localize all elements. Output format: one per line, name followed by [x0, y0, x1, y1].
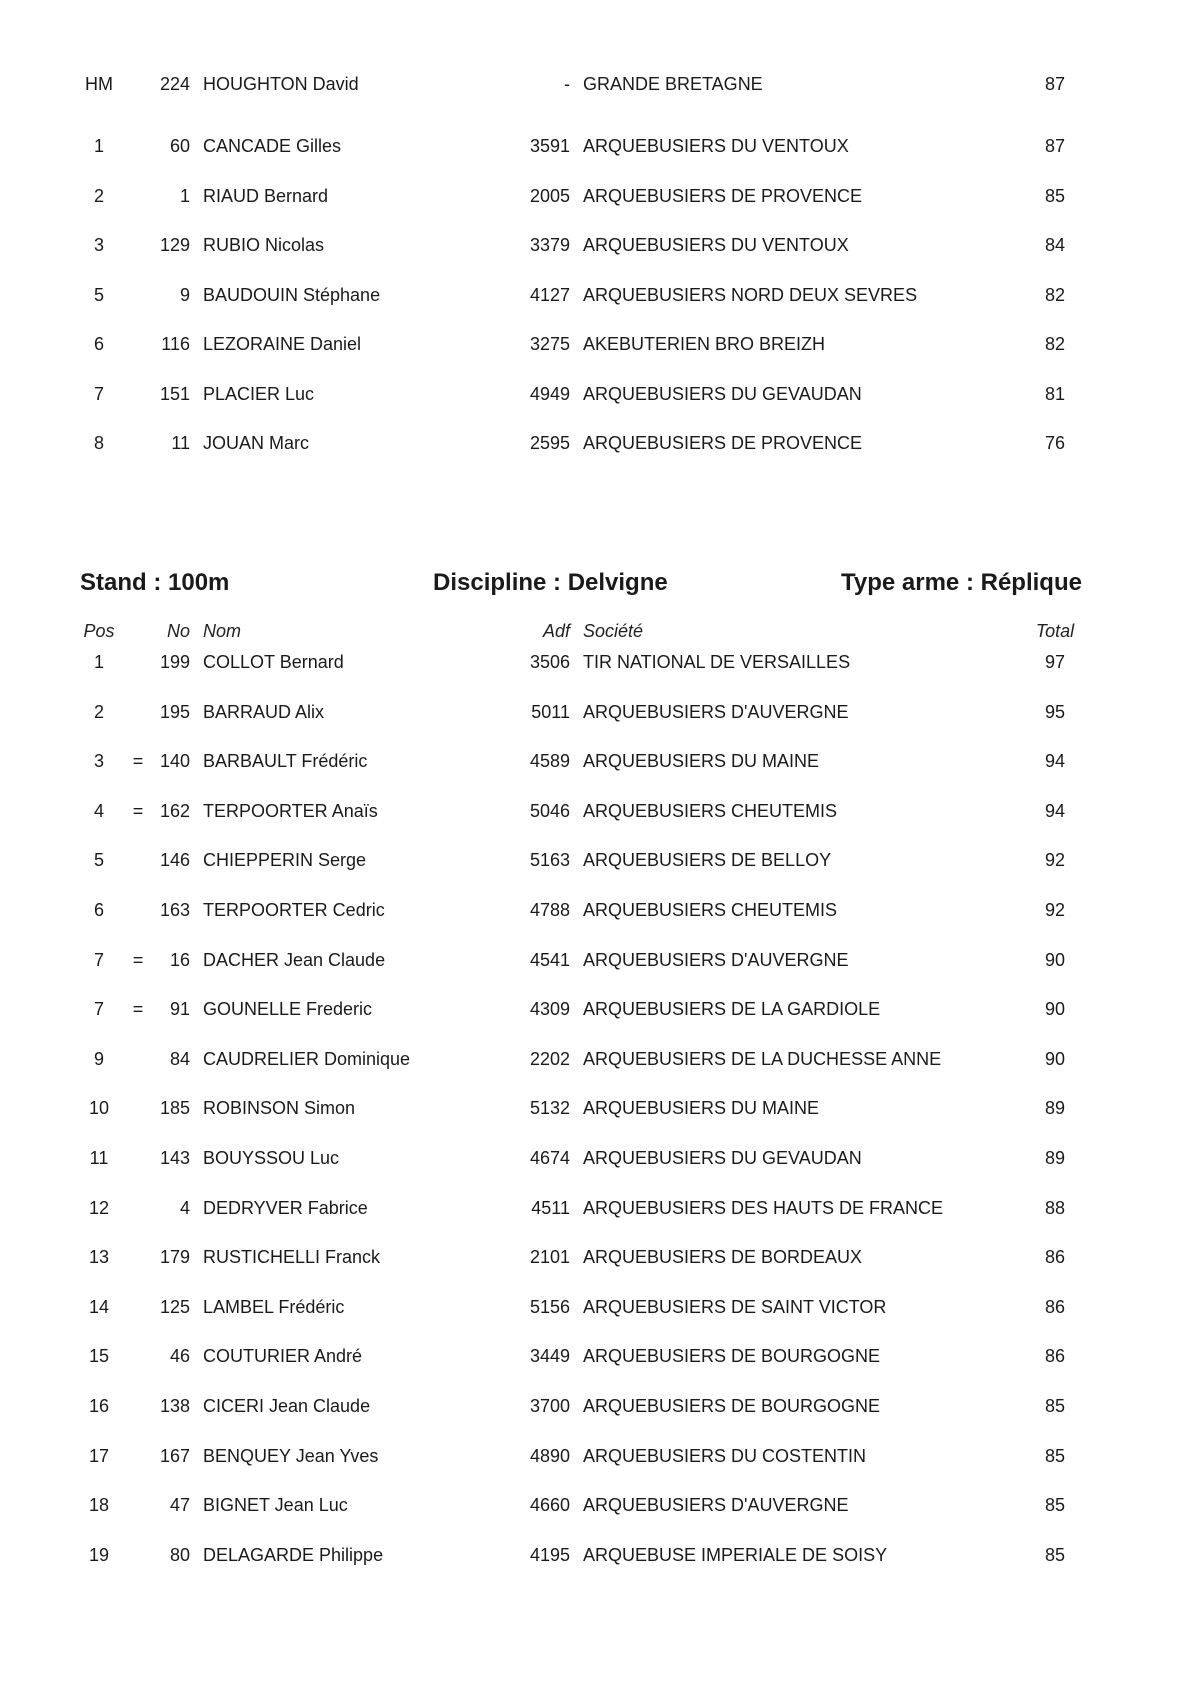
total-score: 85	[1044, 186, 1066, 206]
result-position: 6	[93, 900, 104, 920]
competitor-name: BENQUEY Jean Yves	[203, 1445, 379, 1466]
result-position: 5	[93, 285, 104, 305]
competitor-name: LEZORAINE Daniel	[203, 334, 362, 354]
table-row	[0, 329, 1190, 359]
table-row	[0, 1490, 1190, 1520]
competitor-number: 46	[169, 1346, 190, 1367]
table-row	[0, 1093, 1190, 1123]
club-name: ARQUEBUSIERS DU MAINE	[583, 751, 820, 772]
competitor-name: BARRAUD Alix	[203, 701, 325, 722]
club-name: ARQUEBUSIERS DE BOURGOGNE	[583, 1396, 881, 1416]
column-header-no: No	[166, 621, 190, 641]
table-row	[0, 1391, 1190, 1421]
total-score: 94	[1044, 800, 1066, 821]
section-header	[0, 563, 1190, 603]
total-score: 76	[1044, 433, 1066, 453]
club-name: ARQUEBUSE IMPERIALE DE SOISY	[583, 1544, 888, 1565]
adf-number: 5011	[531, 701, 570, 722]
table-row	[0, 1044, 1190, 1074]
competitor-name: CICERI Jean Claude	[203, 1396, 371, 1416]
total-score: 85	[1044, 1495, 1066, 1516]
result-position: 3	[93, 751, 104, 772]
adf-number: 4589	[529, 751, 570, 772]
discipline-title: Discipline : Delvigne	[433, 569, 668, 596]
club-name: ARQUEBUSIERS DU VENTOUX	[583, 235, 849, 255]
total-score: 90	[1044, 949, 1066, 970]
adf-number: 4541	[529, 949, 570, 970]
result-position: 14	[88, 1296, 110, 1317]
table-row	[0, 1242, 1190, 1272]
competitor-name: JOUAN Marc	[203, 433, 310, 453]
table-row	[0, 280, 1190, 310]
total-score: 86	[1044, 1346, 1066, 1367]
competitor-name: HOUGHTON David	[203, 74, 359, 94]
adf-number: 4195	[529, 1544, 570, 1565]
adf-number: 3591	[529, 136, 570, 156]
adf-number: 3506	[529, 652, 570, 672]
result-position: 11	[89, 1148, 109, 1168]
club-name: ARQUEBUSIERS DES HAUTS DE FRANCE	[583, 1197, 944, 1218]
competitor-name: LAMBEL Frédéric	[203, 1296, 345, 1317]
competitor-name: DELAGARDE Philippe	[203, 1544, 384, 1565]
total-score: 88	[1044, 1197, 1066, 1218]
competitor-number: 179	[159, 1247, 190, 1268]
club-name: ARQUEBUSIERS DU GEVAUDAN	[583, 384, 862, 404]
table-row	[0, 379, 1190, 409]
adf-number: 2202	[529, 1048, 570, 1069]
competitor-name: BARBAULT Frédéric	[203, 751, 368, 772]
tie-marker: =	[132, 751, 144, 772]
adf-number: 4127	[529, 285, 570, 305]
table-row	[0, 746, 1190, 776]
competitor-name: DACHER Jean Claude	[203, 949, 386, 970]
competitor-number: 185	[159, 1098, 190, 1119]
total-score: 86	[1044, 1247, 1066, 1268]
total-score: 82	[1044, 285, 1066, 305]
column-header-nom: Nom	[203, 621, 242, 641]
competitor-number: 116	[161, 334, 190, 354]
column-header-row	[0, 616, 1190, 646]
competitor-number: 138	[159, 1396, 190, 1416]
tie-marker: =	[132, 949, 144, 970]
result-position: 8	[93, 433, 104, 453]
column-header-societe: Société	[583, 621, 644, 641]
total-score: 90	[1044, 999, 1066, 1020]
club-name: ARQUEBUSIERS DU GEVAUDAN	[583, 1148, 862, 1168]
competitor-number: 47	[169, 1495, 190, 1516]
result-position: 16	[88, 1396, 110, 1416]
table-row	[0, 796, 1190, 826]
competitor-name: CANCADE Gilles	[203, 136, 342, 156]
competitor-name: CHIEPPERIN Serge	[203, 850, 367, 871]
result-position: 1	[93, 136, 104, 156]
result-position: 7	[93, 949, 104, 970]
competitor-number: 224	[159, 74, 190, 94]
total-score: 86	[1044, 1296, 1066, 1317]
total-score: 82	[1044, 334, 1066, 354]
table-row	[0, 181, 1190, 211]
result-position: 10	[88, 1098, 110, 1119]
club-name: ARQUEBUSIERS D'AUVERGNE	[583, 949, 849, 970]
competitor-number: 9	[179, 285, 190, 305]
club-name: GRANDE BRETAGNE	[583, 74, 763, 94]
table-row	[0, 697, 1190, 727]
competitor-name: ROBINSON Simon	[203, 1098, 356, 1119]
club-name: ARQUEBUSIERS DE BOURGOGNE	[583, 1346, 881, 1367]
club-name: ARQUEBUSIERS DE LA GARDIOLE	[583, 999, 881, 1020]
competitor-name: GOUNELLE Frederic	[203, 999, 373, 1020]
total-score: 90	[1044, 1048, 1066, 1069]
competitor-name: PLACIER Luc	[203, 384, 315, 404]
total-score: 85	[1044, 1445, 1066, 1466]
adf-number: 3449	[529, 1346, 570, 1367]
competitor-number: 11	[171, 433, 190, 453]
adf-number: 5046	[529, 800, 570, 821]
table-row	[0, 994, 1190, 1024]
club-name: TIR NATIONAL DE VERSAILLES	[583, 652, 851, 672]
competitor-name: COLLOT Bernard	[203, 652, 344, 672]
club-name: ARQUEBUSIERS DE LA DUCHESSE ANNE	[583, 1048, 942, 1069]
club-name: ARQUEBUSIERS DE PROVENCE	[583, 186, 863, 206]
competitor-number: 151	[159, 384, 190, 404]
adf-number: 5132	[529, 1098, 570, 1119]
weapon-type-title: Type arme : Réplique	[841, 569, 1082, 596]
competitor-number: 129	[159, 235, 190, 255]
club-name: ARQUEBUSIERS DU VENTOUX	[583, 136, 849, 156]
competitor-number: 16	[169, 949, 190, 970]
club-name: ARQUEBUSIERS DE BELLOY	[583, 850, 832, 871]
total-score: 84	[1044, 235, 1066, 255]
club-name: ARQUEBUSIERS CHEUTEMIS	[583, 800, 838, 821]
tie-marker: =	[132, 800, 144, 821]
competitor-name: TERPOORTER Anaïs	[203, 800, 378, 821]
competitor-number: 146	[159, 850, 190, 871]
result-position: 13	[88, 1247, 110, 1268]
column-header-pos: Pos	[83, 621, 115, 641]
club-name: ARQUEBUSIERS DU MAINE	[583, 1098, 820, 1119]
club-name: ARQUEBUSIERS CHEUTEMIS	[583, 900, 838, 920]
total-score: 81	[1044, 384, 1066, 404]
result-position: 15	[88, 1346, 110, 1367]
result-position: 18	[88, 1495, 110, 1516]
stand-title: Stand : 100m	[80, 569, 230, 596]
result-position: 4	[93, 800, 104, 821]
table-row	[0, 1193, 1190, 1223]
adf-number: 4674	[529, 1148, 570, 1168]
result-position: 3	[93, 235, 104, 255]
adf-number: 4660	[529, 1495, 570, 1516]
club-name: ARQUEBUSIERS D'AUVERGNE	[583, 1495, 849, 1516]
table-row	[0, 1540, 1190, 1570]
competitor-name: DEDRYVER Fabrice	[203, 1197, 368, 1218]
adf-number: 3275	[529, 334, 570, 354]
competitor-number: 125	[159, 1296, 190, 1317]
competitor-name: BIGNET Jean Luc	[203, 1495, 348, 1516]
club-name: ARQUEBUSIERS DE PROVENCE	[583, 433, 863, 453]
column-header-total: Total	[1035, 621, 1075, 641]
competitor-name: RIAUD Bernard	[203, 186, 329, 206]
result-position: 12	[88, 1197, 110, 1218]
competitor-number: 162	[159, 800, 190, 821]
result-position: 17	[88, 1445, 110, 1466]
competitor-number: 4	[179, 1197, 190, 1218]
tie-marker: =	[132, 999, 144, 1020]
table-row	[0, 428, 1190, 458]
competitor-name: TERPOORTER Cedric	[203, 900, 385, 920]
adf-number: 2595	[529, 433, 570, 453]
table-row	[0, 845, 1190, 875]
total-score: 87	[1044, 74, 1066, 94]
adf-number: 4949	[529, 384, 570, 404]
table-row	[0, 1441, 1190, 1471]
competitor-name: RUSTICHELLI Franck	[203, 1247, 381, 1268]
total-score: 89	[1044, 1098, 1066, 1119]
result-position: HM	[85, 74, 113, 94]
total-score: 85	[1044, 1396, 1066, 1416]
adf-number: 4788	[529, 900, 570, 920]
total-score: 87	[1044, 136, 1066, 156]
competitor-name: RUBIO Nicolas	[203, 235, 325, 255]
table-row	[0, 131, 1190, 161]
club-name: ARQUEBUSIERS DE BORDEAUX	[583, 1247, 863, 1268]
total-score: 92	[1044, 900, 1066, 920]
club-name: ARQUEBUSIERS D'AUVERGNE	[583, 701, 849, 722]
competitor-name: BOUYSSOU Luc	[203, 1148, 340, 1168]
competitor-number: 60	[169, 136, 190, 156]
total-score: 97	[1044, 652, 1066, 672]
result-position: 2	[93, 701, 104, 722]
result-position: 7	[93, 384, 104, 404]
table-row	[0, 895, 1190, 925]
adf-number: 3379	[529, 235, 570, 255]
competitor-number: 80	[169, 1544, 190, 1565]
competitor-number: 1	[179, 186, 190, 206]
adf-number: 2005	[529, 186, 570, 206]
table-row	[0, 1341, 1190, 1371]
adf-number: 4511	[531, 1197, 570, 1218]
table-row	[0, 1143, 1190, 1173]
total-score: 85	[1044, 1544, 1066, 1565]
competitor-name: BAUDOUIN Stéphane	[203, 285, 381, 305]
competitor-name: COUTURIER André	[203, 1346, 363, 1367]
result-position: 2	[93, 186, 104, 206]
result-position: 5	[93, 850, 104, 871]
total-score: 95	[1044, 701, 1066, 722]
total-score: 94	[1044, 751, 1066, 772]
table-row	[0, 647, 1190, 677]
result-position: 6	[93, 334, 104, 354]
adf-number: 5163	[529, 850, 570, 871]
competitor-name: CAUDRELIER Dominique	[203, 1048, 411, 1069]
table-row	[0, 230, 1190, 260]
total-score: 92	[1044, 850, 1066, 871]
club-name: ARQUEBUSIERS NORD DEUX SEVRES	[583, 285, 918, 305]
club-name: ARQUEBUSIERS DU COSTENTIN	[583, 1445, 867, 1466]
club-name: AKEBUTERIEN BRO BREIZH	[583, 334, 826, 354]
adf-number: 5156	[529, 1296, 570, 1317]
table-row	[0, 1292, 1190, 1322]
adf-number: 4309	[529, 999, 570, 1020]
table-row	[0, 945, 1190, 975]
competitor-number: 91	[169, 999, 190, 1020]
competitor-number: 195	[159, 701, 190, 722]
column-header-adf: Adf	[542, 621, 570, 641]
result-position: 7	[93, 999, 104, 1020]
adf-number: 2101	[529, 1247, 570, 1268]
adf-number: 4890	[529, 1445, 570, 1466]
total-score: 89	[1044, 1148, 1066, 1168]
adf-number: -	[564, 74, 570, 94]
result-position: 1	[93, 652, 104, 672]
result-position: 19	[88, 1544, 110, 1565]
club-name: ARQUEBUSIERS DE SAINT VICTOR	[583, 1296, 887, 1317]
competitor-number: 143	[159, 1148, 190, 1168]
competitor-number: 140	[159, 751, 190, 772]
table-row	[0, 69, 1190, 99]
result-position: 9	[93, 1048, 104, 1069]
competitor-number: 199	[159, 652, 190, 672]
competitor-number: 84	[169, 1048, 190, 1069]
adf-number: 3700	[529, 1396, 570, 1416]
competitor-number: 163	[159, 900, 190, 920]
competitor-number: 167	[159, 1445, 190, 1466]
